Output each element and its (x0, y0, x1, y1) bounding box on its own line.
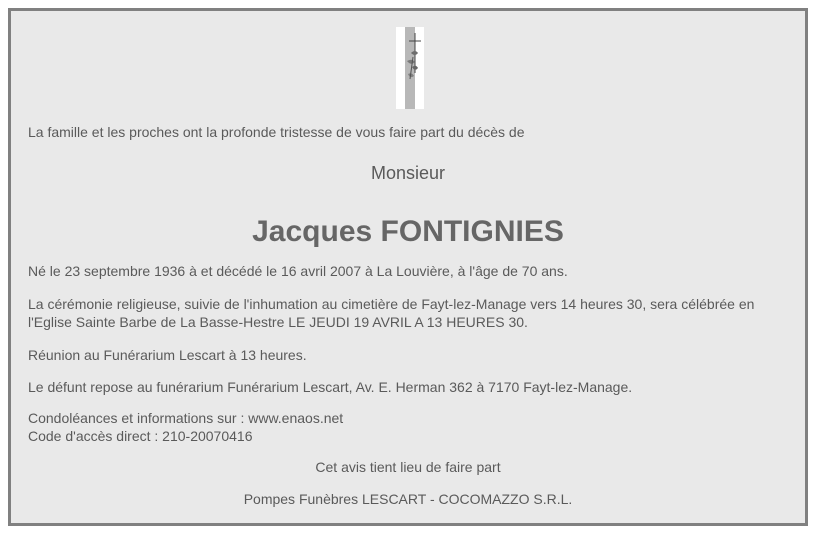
repose-text: Le défunt repose au funérarium Funérarium Lescart, Av. E. Herman 362 à 7170 Fayt-lez-Manage. (28, 379, 633, 395)
honorific: Monsieur (370, 163, 446, 183)
intro-text: La famille et les proches ont la profonde tristesse de vous faire part du décès de (28, 124, 525, 140)
deceased-name: Jacques FONTIGNIES (252, 215, 564, 248)
reunion-text: Réunion au Funérarium Lescart à 13 heures. (28, 347, 307, 363)
funeral-home-text: Pompes Funèbres LESCART - COCOMAZZO S.R.L. (243, 491, 573, 507)
ceremony-line-2: l'Eglise Sainte Barbe de La Basse-Hestre LE JEUDI 19 AVRIL A 13 HEURES 30. (28, 314, 528, 330)
access-code-text: Code d'accès direct : 210-20070416 (28, 428, 253, 444)
avis-text: Cet avis tient lieu de faire part (315, 459, 501, 475)
condolences-text: Condoléances et informations sur : www.enaos.net (28, 410, 344, 426)
death-notice-card (8, 8, 808, 526)
ceremony-text (28, 295, 754, 331)
cross-with-flower-icon (396, 27, 424, 109)
birth-death-text: Né le 23 septembre 1936 à et décédé le 16 avril 2007 à La Louvière, à l'âge de 70 ans. (28, 263, 568, 279)
contact-block (28, 409, 343, 445)
ceremony-line-1: La cérémonie religieuse, suivie de l'inhumation au cimetière de Fayt-lez-Manage vers 14 heures 30, sera célébrée en (28, 296, 755, 312)
